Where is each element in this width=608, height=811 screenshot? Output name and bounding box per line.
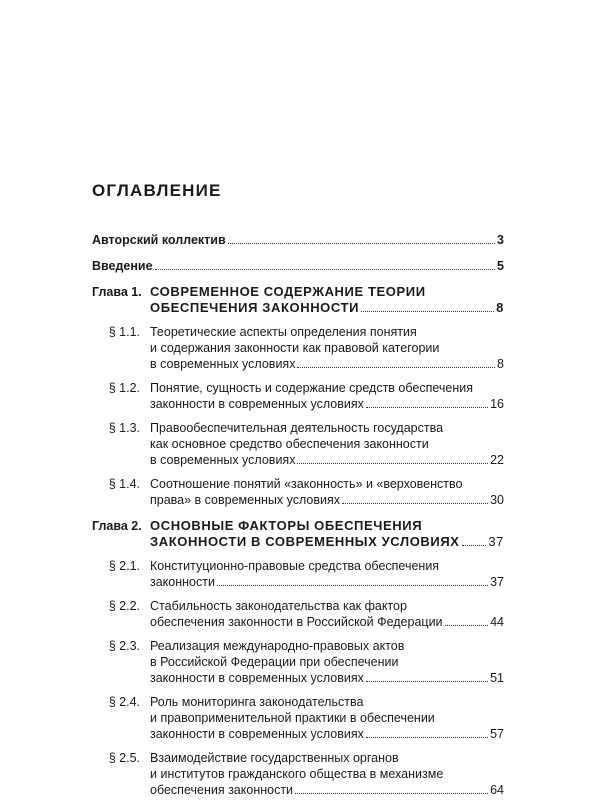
section-title-line: Взаимодействие государственных органов: [150, 751, 399, 765]
section-title-line: законности в современных условиях: [150, 727, 364, 741]
page-number: 22: [490, 453, 504, 467]
toc-section-1-4[interactable]: [92, 476, 504, 508]
dot-leader: [228, 243, 495, 244]
section-title-line: в современных условиях: [150, 357, 296, 371]
section-title-line: Соотношение понятий «законность» и «верховенство: [150, 477, 463, 491]
section-title-line: права» в современных условиях: [150, 493, 340, 507]
section-title-line: Конституционно-правовые средства обеспечения: [150, 559, 440, 573]
section-title-line: законности в современных условиях: [150, 671, 364, 685]
section-number: § 1.2.: [108, 381, 140, 395]
toc-chapter-1[interactable]: [92, 284, 504, 316]
section-title-line: и институтов гражданского общества в механизме: [150, 767, 444, 781]
dot-leader: [361, 311, 494, 312]
page-number: 51: [490, 671, 504, 685]
page-number: 37: [490, 575, 504, 589]
toc-entry-authors[interactable]: [92, 232, 504, 248]
toc-section-1-2[interactable]: [92, 380, 504, 412]
section-title-line: в современных условиях: [150, 453, 296, 467]
section-number: § 1.1.: [108, 325, 140, 339]
section-title-line: обеспечения законности: [150, 783, 294, 797]
toc-section-2-3[interactable]: [92, 638, 504, 686]
chapter-title-line: ОСНОВНЫЕ ФАКТОРЫ ОБЕСПЕЧЕНИЯ: [150, 518, 423, 533]
section-title-line: в Российской Федерации при обеспечении: [150, 655, 399, 669]
section-title-line: законности в современных условиях: [150, 397, 364, 411]
toc-entry-intro[interactable]: [92, 258, 504, 274]
chapter-title-line: СОВРЕМЕННОЕ СОДЕРЖАНИЕ ТЕОРИИ: [150, 284, 426, 299]
toc-title: ОГЛАВЛЕНИЕ: [92, 181, 222, 200]
page-number: 8: [496, 300, 504, 315]
section-title-line: законности: [150, 575, 215, 589]
dot-leader: [297, 367, 495, 368]
section-title-line: и содержания законности как правовой категории: [150, 341, 440, 355]
page-number: 37: [488, 534, 504, 549]
dot-leader: [445, 625, 489, 626]
section-title-line: Правообеспечительная деятельность государства: [150, 421, 444, 435]
toc-section-2-4[interactable]: [92, 694, 504, 742]
section-title-line: Понятие, сущность и содержание средств обеспечения: [150, 381, 474, 395]
page-number: 44: [490, 615, 504, 629]
toc-section-1-3[interactable]: [92, 420, 504, 468]
section-title-line: Стабильность законодательства как фактор: [150, 599, 407, 613]
toc-list: [92, 232, 504, 798]
chapter-label: Глава 1.: [92, 285, 142, 299]
toc-section-1-1[interactable]: [92, 324, 504, 372]
dot-leader: [297, 463, 488, 464]
page-number: 16: [490, 397, 504, 411]
chapter-title-line: ОБЕСПЕЧЕНИЯ ЗАКОННОСТИ: [150, 300, 360, 315]
dot-leader: [155, 269, 495, 270]
section-number: § 2.5.: [108, 751, 140, 765]
page-number: 30: [490, 493, 504, 507]
dot-leader: [366, 407, 488, 408]
section-number: § 1.4.: [108, 477, 140, 491]
dot-leader: [342, 503, 488, 504]
dot-leader: [217, 585, 488, 586]
dot-leader: [462, 545, 487, 546]
entry-text: Введение: [92, 259, 153, 273]
page-number: 5: [497, 259, 504, 273]
dot-leader: [366, 737, 488, 738]
section-title-line: обеспечения законности в Российской Федерации: [150, 615, 443, 629]
section-title-line: Теоретические аспекты определения понятия: [150, 325, 417, 339]
dot-leader: [295, 793, 488, 794]
toc-section-2-1[interactable]: [92, 558, 504, 590]
section-title-line: Реализация международно-правовых актов: [150, 639, 405, 653]
chapter-title-line: ЗАКОННОСТИ В СОВРЕМЕННЫХ УСЛОВИЯХ: [150, 534, 460, 549]
toc-chapter-2[interactable]: [92, 518, 504, 550]
page-number: 64: [490, 783, 504, 797]
toc-section-2-5[interactable]: [92, 750, 504, 798]
section-number: § 2.3.: [108, 639, 140, 653]
section-title-line: Роль мониторинга законодательства: [150, 695, 364, 709]
section-number: § 2.1.: [108, 559, 140, 573]
section-number: § 1.3.: [108, 421, 140, 435]
toc-section-2-2[interactable]: [92, 598, 504, 630]
section-title-line: как основное средство обеспечения законности: [150, 437, 429, 451]
section-number: § 2.4.: [108, 695, 140, 709]
section-number: § 2.2.: [108, 599, 140, 613]
page-number: 8: [497, 357, 504, 371]
section-title-line: и правоприменительной практики в обеспечении: [150, 711, 435, 725]
page-number: 57: [490, 727, 504, 741]
entry-text: Авторский коллектив: [92, 233, 226, 247]
dot-leader: [366, 681, 488, 682]
chapter-label: Глава 2.: [92, 519, 142, 533]
page-number: 3: [497, 233, 504, 247]
